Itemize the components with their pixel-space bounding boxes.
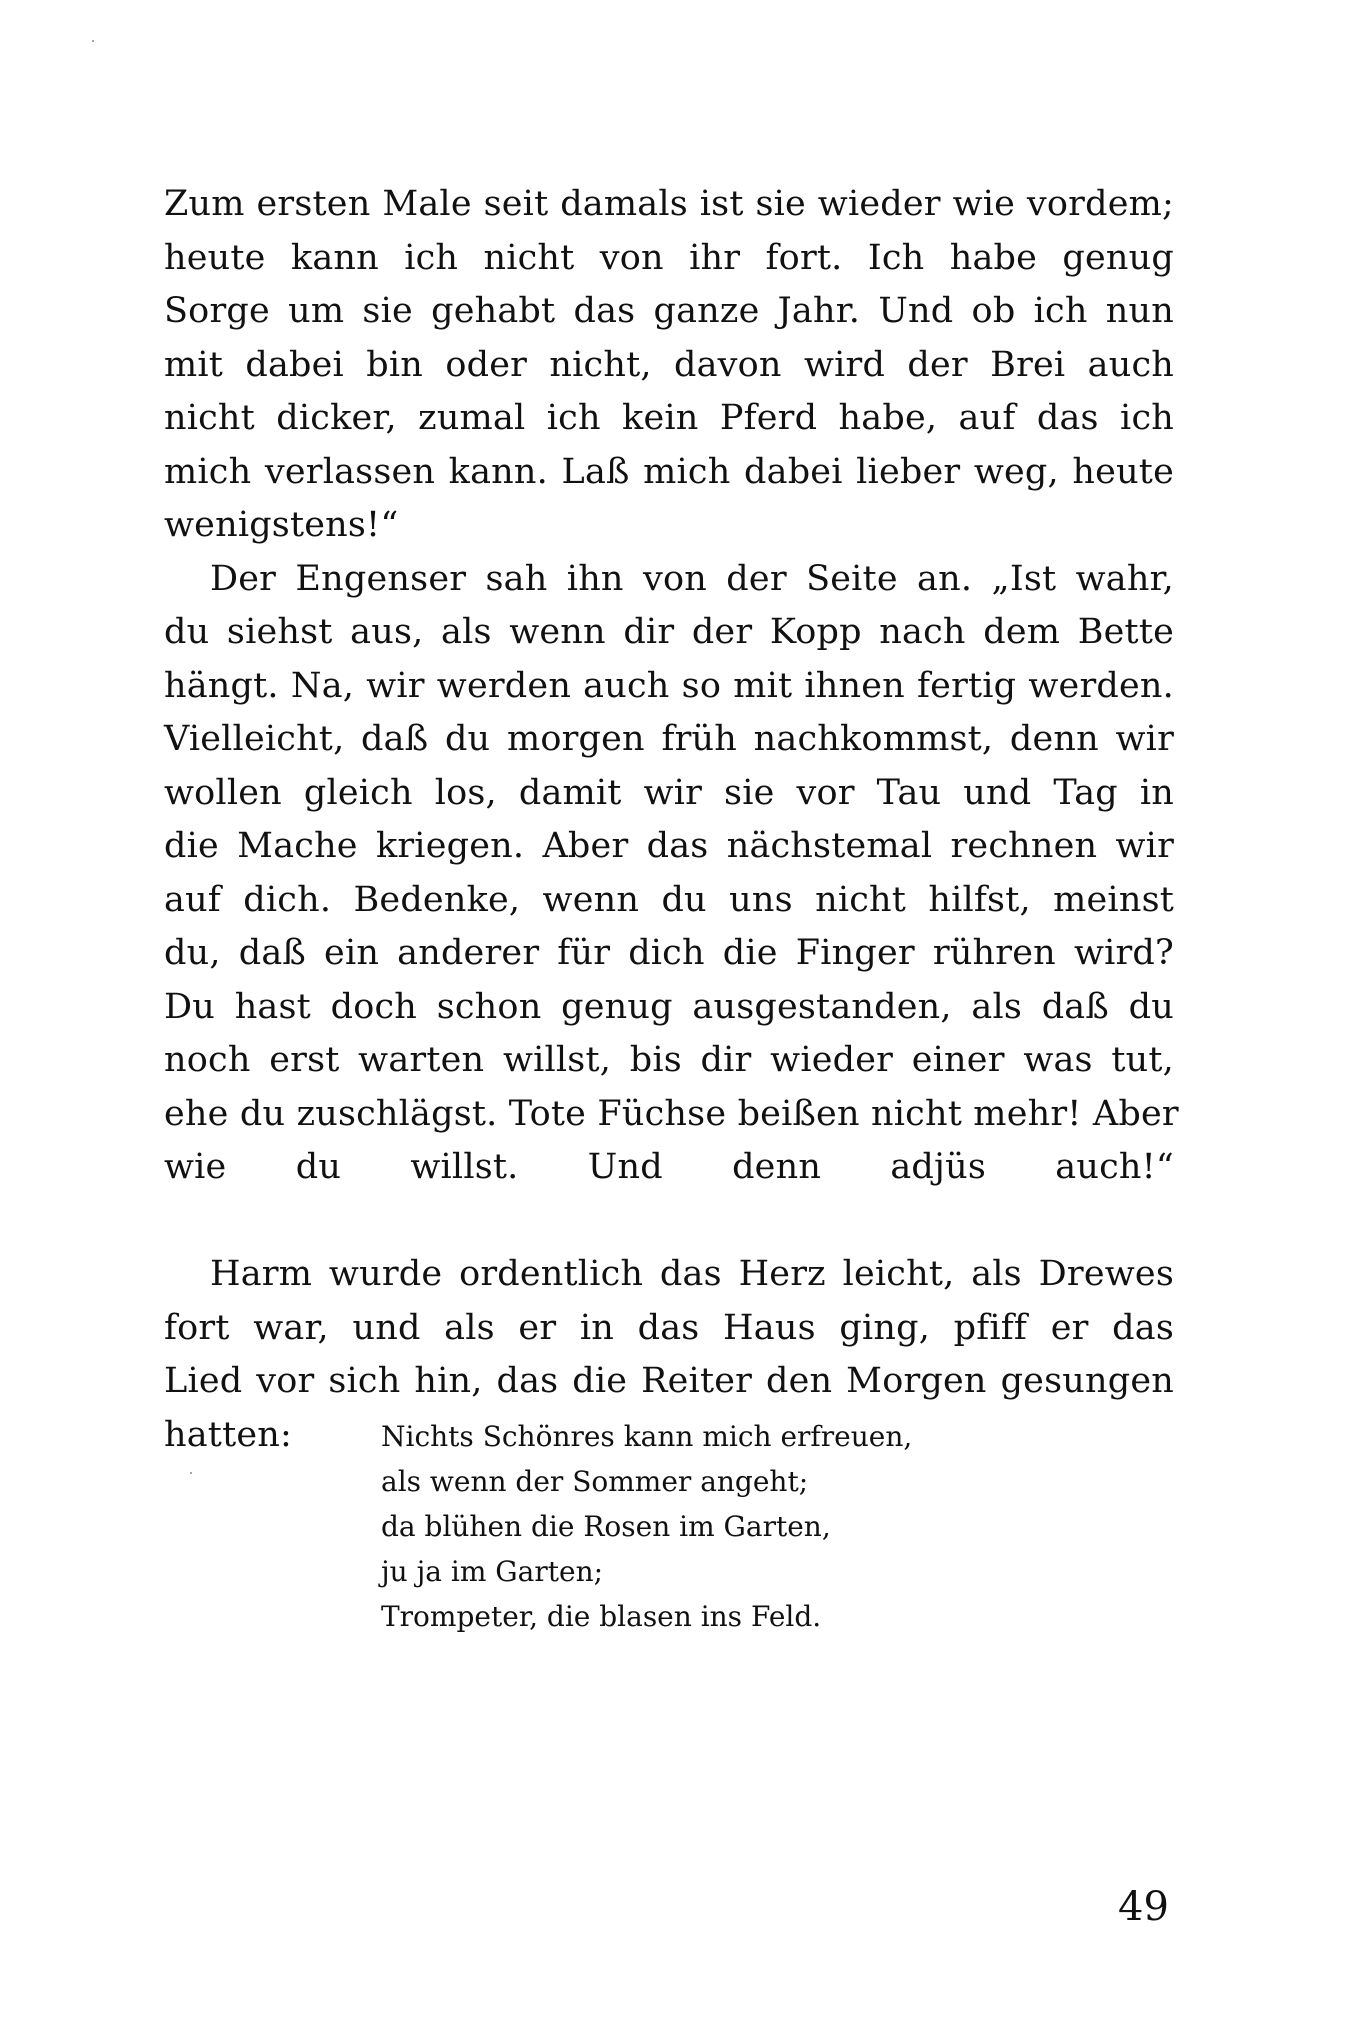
poem-line: Nichts Schönres kann mich erfreuen, — [381, 1420, 913, 1453]
page-number: 49 — [1118, 1884, 1169, 1930]
poem-line: als wenn der Sommer angeht; — [381, 1465, 809, 1498]
poem-verse — [381, 1414, 912, 1639]
text-line: du siehst aus, als wenn dir der Kopp nach dem Bette — [164, 612, 1174, 652]
text-line: du, daß ein anderer für dich die Finger rühren wird? — [164, 933, 1174, 973]
text-line: auf dich. Bedenke, wenn du uns nicht hilfst, meinst — [164, 879, 1174, 920]
text-line: wie du willst. Und denn adjüs auch!“ — [164, 1147, 1174, 1187]
text-line: Zum ersten Male seit damals ist sie wieder wie vordem; — [164, 184, 1174, 224]
text-line: Lied vor sich hin, das die Reiter den Morgen gesungen — [164, 1361, 1174, 1401]
text-line: die Mache kriegen. Aber das nächstemal rechnen wir — [164, 826, 1174, 866]
text-line: heute kann ich nicht von ihr fort. Ich habe genug — [164, 237, 1174, 278]
text-line: Der Engenser sah ihn von der Seite an. „Ist wahr, — [210, 558, 1174, 599]
text-line: hängt. Na, wir werden auch so mit ihnen fertig werden. — [164, 665, 1174, 706]
text-line: Vielleicht, daß du morgen früh nachkommst, denn wir — [164, 719, 1174, 759]
text-line: hatten: — [164, 1414, 292, 1455]
text-line: nicht dicker, zumal ich kein Pferd habe, auf das ich — [164, 398, 1174, 438]
paper-speck — [92, 40, 94, 42]
text-line: Du hast doch schon genug ausgestanden, als daß du — [164, 986, 1174, 1027]
text-line: noch erst warten willst, bis dir wieder einer was tut, — [164, 1040, 1174, 1080]
text-line: mit dabei bin oder nicht, davon wird der Brei auch — [164, 344, 1174, 385]
text-line: wollen gleich los, damit wir sie vor Tau und Tag in — [164, 772, 1174, 813]
poem-line: ju ja im Garten; — [381, 1555, 604, 1588]
poem-line: da blühen die Rosen im Garten, — [381, 1510, 831, 1543]
text-line: Sorge um sie gehabt das ganze Jahr. Und ob ich nun — [164, 291, 1174, 331]
text-line: fort war, und als er in das Haus ging, pfiff er das — [164, 1307, 1174, 1348]
text-line: Harm wurde ordentlich das Herz leicht, als Drewes — [210, 1254, 1174, 1294]
text-line: ehe du zuschlägst. Tote Füchse beißen nicht mehr! Aber — [164, 1093, 1179, 1134]
text-line: wenigstens!“ — [164, 505, 399, 545]
paper-speck — [190, 1472, 192, 1474]
text-line — [164, 1195, 1174, 1249]
poem-line: Trompeter, die blasen ins Feld. — [381, 1600, 822, 1633]
text-line: mich verlassen kann. Laß mich dabei lieber weg, heute — [164, 451, 1174, 492]
body-text — [164, 178, 1179, 1462]
